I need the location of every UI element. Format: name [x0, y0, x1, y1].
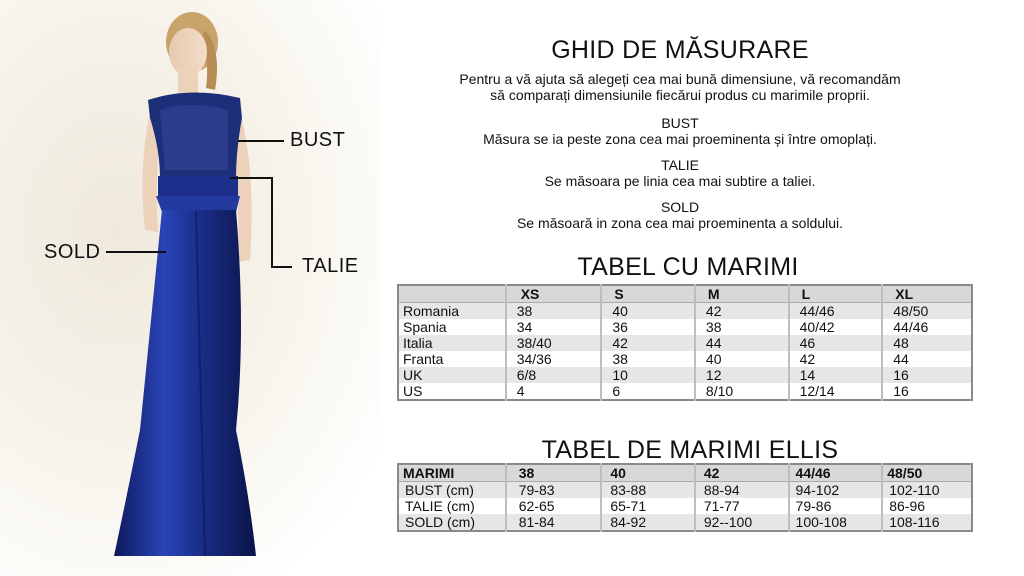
table-cell: 44: [882, 351, 972, 367]
ellis-table-header-cell: 40: [601, 464, 695, 482]
model-photo: [0, 0, 380, 576]
table-cell: 62-65: [506, 498, 602, 514]
table-cell: 79-83: [506, 482, 602, 499]
ellis-table-header-cell: 48/50: [882, 464, 972, 482]
table-cell: 88-94: [695, 482, 789, 499]
size-table-title: TABEL CU MARIMI: [577, 253, 799, 281]
table-row: [398, 303, 972, 320]
table-cell: 100-108: [789, 514, 883, 531]
table-cell: 14: [789, 367, 883, 383]
table-cell: SOLD (cm): [398, 514, 506, 531]
table-cell: 79-86: [789, 498, 883, 514]
table-cell: 40/42: [789, 319, 883, 335]
table-row: [398, 335, 972, 351]
ellis-size-table: [397, 463, 973, 532]
ellis-table-header-cell: 44/46: [789, 464, 883, 482]
table-cell: 6: [601, 383, 695, 400]
table-cell: TALIE (cm): [405, 498, 475, 514]
table-cell: 38: [506, 303, 602, 320]
table-cell: Franta: [403, 351, 444, 367]
size-table: [397, 284, 973, 401]
guide-intro-line2: să comparați dimensiunile fiecărui produs cu marimile proprii.: [490, 87, 870, 103]
table-cell: 44/46: [789, 303, 883, 320]
guide-title: GHID DE MĂSURARE: [551, 36, 809, 64]
table-cell: 8/10: [695, 383, 789, 400]
table-cell: 6/8: [506, 367, 602, 383]
size-guide-panel: [380, 0, 1024, 576]
ellis-table-title: TABEL DE MARIMI ELLIS: [541, 436, 839, 464]
table-cell: 42: [601, 335, 695, 351]
table-cell: 34: [506, 319, 602, 335]
size-table-header-cell: [398, 285, 506, 303]
table-cell: 38/40: [506, 335, 602, 351]
table-cell: 84-92: [601, 514, 695, 531]
guide-intro-line1: Pentru a vă ajuta să alegeți cea mai bună dimensiune, vă recomandăm: [459, 71, 901, 87]
table-cell: 40: [601, 303, 695, 320]
table-cell: 4: [506, 383, 602, 400]
ellis-table-header-cell: 42: [695, 464, 789, 482]
table-cell: 102-110: [882, 482, 972, 499]
table-cell: 44/46: [882, 319, 972, 335]
table-cell: 48: [882, 335, 972, 351]
table-cell: 16: [882, 383, 972, 400]
table-row: [398, 319, 972, 335]
sold-text: Se măsoară in zona cea mai proeminenta a soldului.: [516, 215, 844, 231]
table-cell: 108-116: [882, 514, 972, 531]
table-row: [398, 351, 972, 367]
size-table-header-cell: L: [789, 285, 883, 303]
table-cell: 38: [601, 351, 695, 367]
table-cell: 36: [601, 319, 695, 335]
sold-heading: SOLD: [660, 199, 700, 215]
table-cell: 46: [789, 335, 883, 351]
table-cell: 92--100: [695, 514, 789, 531]
table-cell: 12/14: [789, 383, 883, 400]
table-cell: 10: [601, 367, 695, 383]
size-table-header-cell: M: [695, 285, 789, 303]
size-table-header-cell: S: [601, 285, 695, 303]
size-table-header-cell: XL: [882, 285, 972, 303]
table-cell: 12: [695, 367, 789, 383]
table-cell: 48/50: [882, 303, 972, 320]
table-cell: 42: [789, 351, 883, 367]
table-cell: 71-77: [695, 498, 789, 514]
table-row: [398, 383, 972, 400]
table-cell: 94-102: [789, 482, 883, 499]
table-cell: 34/36: [506, 351, 602, 367]
table-cell: Italia: [398, 335, 506, 351]
bust-label: BUST: [290, 129, 346, 151]
table-cell: UK: [398, 367, 506, 383]
table-cell: BUST (cm): [398, 482, 506, 499]
table-cell: 38: [695, 319, 789, 335]
table-cell: 40: [695, 351, 789, 367]
bust-text: Măsura se ia peste zona cea mai proeminenta și între omoplați.: [483, 131, 877, 147]
table-cell: 42: [695, 303, 789, 320]
table-cell: 81-84: [506, 514, 602, 531]
size-table-header-cell: XS: [506, 285, 602, 303]
table-row: [398, 482, 972, 499]
table-cell: 83-88: [601, 482, 695, 499]
talie-label: TALIE: [302, 255, 359, 277]
size-table-header-row: [398, 285, 972, 303]
dress-illustration: [0, 0, 380, 576]
table-cell: 44: [695, 335, 789, 351]
bust-heading: BUST: [661, 115, 699, 131]
ellis-table-header-cell: 38: [506, 464, 602, 482]
table-cell: Romania: [398, 303, 506, 320]
table-cell: 65-71: [601, 498, 695, 514]
table-row: [398, 367, 972, 383]
talie-heading: TALIE: [661, 157, 699, 173]
table-cell: 16: [882, 367, 972, 383]
table-cell: US: [403, 383, 423, 399]
table-cell: Spania: [403, 319, 447, 335]
table-row: [398, 498, 972, 514]
talie-text: Se măsoara pe linia cea mai subtire a taliei.: [544, 173, 816, 189]
ellis-table-header-cell: MARIMI: [398, 464, 506, 482]
table-cell: 86-96: [882, 498, 972, 514]
sold-label: SOLD: [44, 241, 101, 263]
table-row: [398, 514, 972, 531]
ellis-table-header-row: [398, 464, 972, 482]
